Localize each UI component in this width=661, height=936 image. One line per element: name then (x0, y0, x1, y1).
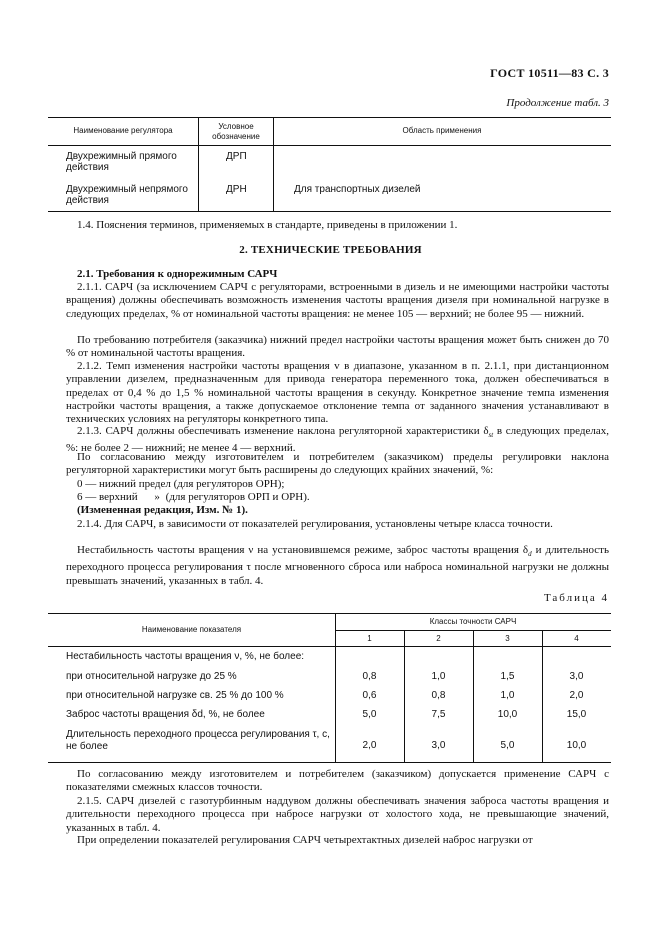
table4-cell: 15,0 (566, 709, 587, 720)
table4-cell: 1,0 (500, 690, 515, 701)
table4-row: Нестабильность частоты вращения ν, %, не более: (66, 651, 305, 662)
table3-row2-area: Для транспортных дизелей (294, 184, 421, 195)
page-header: ГОСТ 10511—83 С. 3 (490, 66, 609, 80)
table4-class-1: 1 (367, 634, 372, 643)
table4-cell: 10,0 (497, 709, 518, 720)
table4-cell: 3,0 (569, 671, 584, 682)
table4-cell: 5,0 (500, 740, 515, 751)
table4-cell: 0,8 (431, 690, 446, 701)
amendment-note: (Измененная редакция, Изм. № 1). (77, 504, 248, 516)
table4-header-name: Наименование показателя (141, 625, 242, 634)
table4-cell: 0,8 (362, 671, 377, 682)
paragraph-2-1-1b: По требованию потребителя (заказчика) нижний предел настройки частоты вращения может быть снижен до 70 % от номинальной частоты вращения. (66, 334, 609, 360)
table3-header-code: Условное обозначение (212, 122, 260, 141)
paragraph-2-1-3b: По согласованию между изготовителем и потребителем (заказчиком) пределы регулировки наклона регуляторной характеристики могут быть расширены до следующих крайних значений, %: (66, 451, 609, 477)
table3-header-name: Наименование регулятора (73, 126, 173, 135)
table3-row1-name: Двухрежимный прямого действия (66, 151, 177, 173)
paragraph-2-1-5: 2.1.5. САРЧ дизелей с газотурбинным наддувом должны обеспечивать значения заброса частоты вращения и длительности переходного процесса при набросе нагрузки от холостого хода, не превышающие значений, указанных в табл. 4. (66, 795, 609, 834)
table4-cell: 7,5 (431, 709, 446, 720)
table4-cell: 2,0 (569, 690, 584, 701)
table4-class-3: 3 (505, 634, 510, 643)
table4-cell: 1,5 (500, 671, 515, 682)
paragraph-2-1-2: 2.1.2. Темп изменения настройки частоты вращения v в диапазоне, указанном в п. 2.1.1, при дистанционном управлении дизелем, предназначенным для привода генератора переменного тока, должен обеспечиваться в пределах от 0,4 % до 1,5 % номинальной частоты вращения в секунду. Конкретное значение темпа изменения настройки частоты вращения, а также допускаемое отклонение темпа от заданного значения устанавливают в технических условиях на регуляторы конкретного типа. (66, 360, 609, 426)
table-4-label: Таблица 4 (543, 592, 609, 604)
paragraph-2-1-4: 2.1.4. Для САРЧ, в зависимости от показателей регулирования, установлены четыре класса точности. (77, 518, 553, 530)
table4-cell: 3,0 (431, 740, 446, 751)
table4-row: Заброс частоты вращения δd, %, не более (66, 709, 265, 720)
table4-row: при относительной нагрузке до 25 % (66, 671, 237, 682)
table4-cell: 2,0 (362, 740, 377, 751)
paragraph-2-1-1: 2.1.1. САРЧ (за исключением САРЧ с регуляторами, встроенными в дизель и не имеющими настройки частоты вращения) должны обеспечивать возможность изменения частоты вращения дизеля при номинальной нагрузке в следующих пределах, % от номинальной частоты вращения: не менее 105 — верхний; не более 95 — нижний. (66, 281, 609, 320)
table4-row: Длительность переходного процесса регулирования τ, с, не более (66, 729, 330, 752)
table4-cell: 5,0 (362, 709, 377, 720)
table4-class-2: 2 (436, 634, 441, 643)
table4-cell: 0,6 (362, 690, 377, 701)
paragraph-2-1-3: 2.1.3. САРЧ должны обеспечивать изменение наклона регуляторной характеристики $\delta_{st}$ в следующих пределах, %: не более 2 — нижний; не менее 4 — верхний. (66, 425, 609, 455)
table3-row2-code: ДРН (226, 184, 247, 195)
paragraph-after-table4: По согласованию между изготовителем и потребителем (заказчиком) допускается применение САРЧ с показателями смежных классов точности. (66, 768, 609, 794)
limit-lower: 0 — нижний предел (для регуляторов ОРН); (77, 478, 285, 490)
table3-header-area: Область применения (402, 126, 482, 135)
table3-row1-code: ДРП (226, 151, 247, 162)
subsection-2-1: 2.1. Требования к однорежимным САРЧ (77, 268, 278, 280)
table4-header-group: Классы точности САРЧ (429, 617, 517, 626)
table4-row: при относительной нагрузке св. 25 % до 100 % (66, 690, 284, 701)
paragraph-last: При определении показателей регулирования САРЧ четырехтактных дизелей наброс нагрузки от (77, 834, 533, 846)
paragraph-2-1-4b: Нестабильность частоты вращения ν на установившемся режиме, заброс частоты вращения $\delta_d$ и длительность переходного процесса регулирования τ после мгновенного сброса или наброса номинальной нагрузки не должны превышать значений, указанных в табл. 4. (66, 544, 610, 587)
table-continuation-label: Продолжение табл. 3 (506, 97, 609, 109)
table4-class-4: 4 (574, 634, 579, 643)
limit-upper: 6 — верхний » (для регуляторов ОРП и ОРН). (77, 491, 310, 503)
table4-cell: 10,0 (566, 740, 587, 751)
table3-row2-name: Двухрежимный непрямого действия (66, 184, 188, 206)
paragraph-1-4: 1.4. Пояснения терминов, применяемых в стандарте, приведены в приложении 1. (77, 219, 458, 231)
table4-cell: 1,0 (431, 671, 446, 682)
section-title: 2. ТЕХНИЧЕСКИЕ ТРЕБОВАНИЯ (239, 244, 422, 256)
